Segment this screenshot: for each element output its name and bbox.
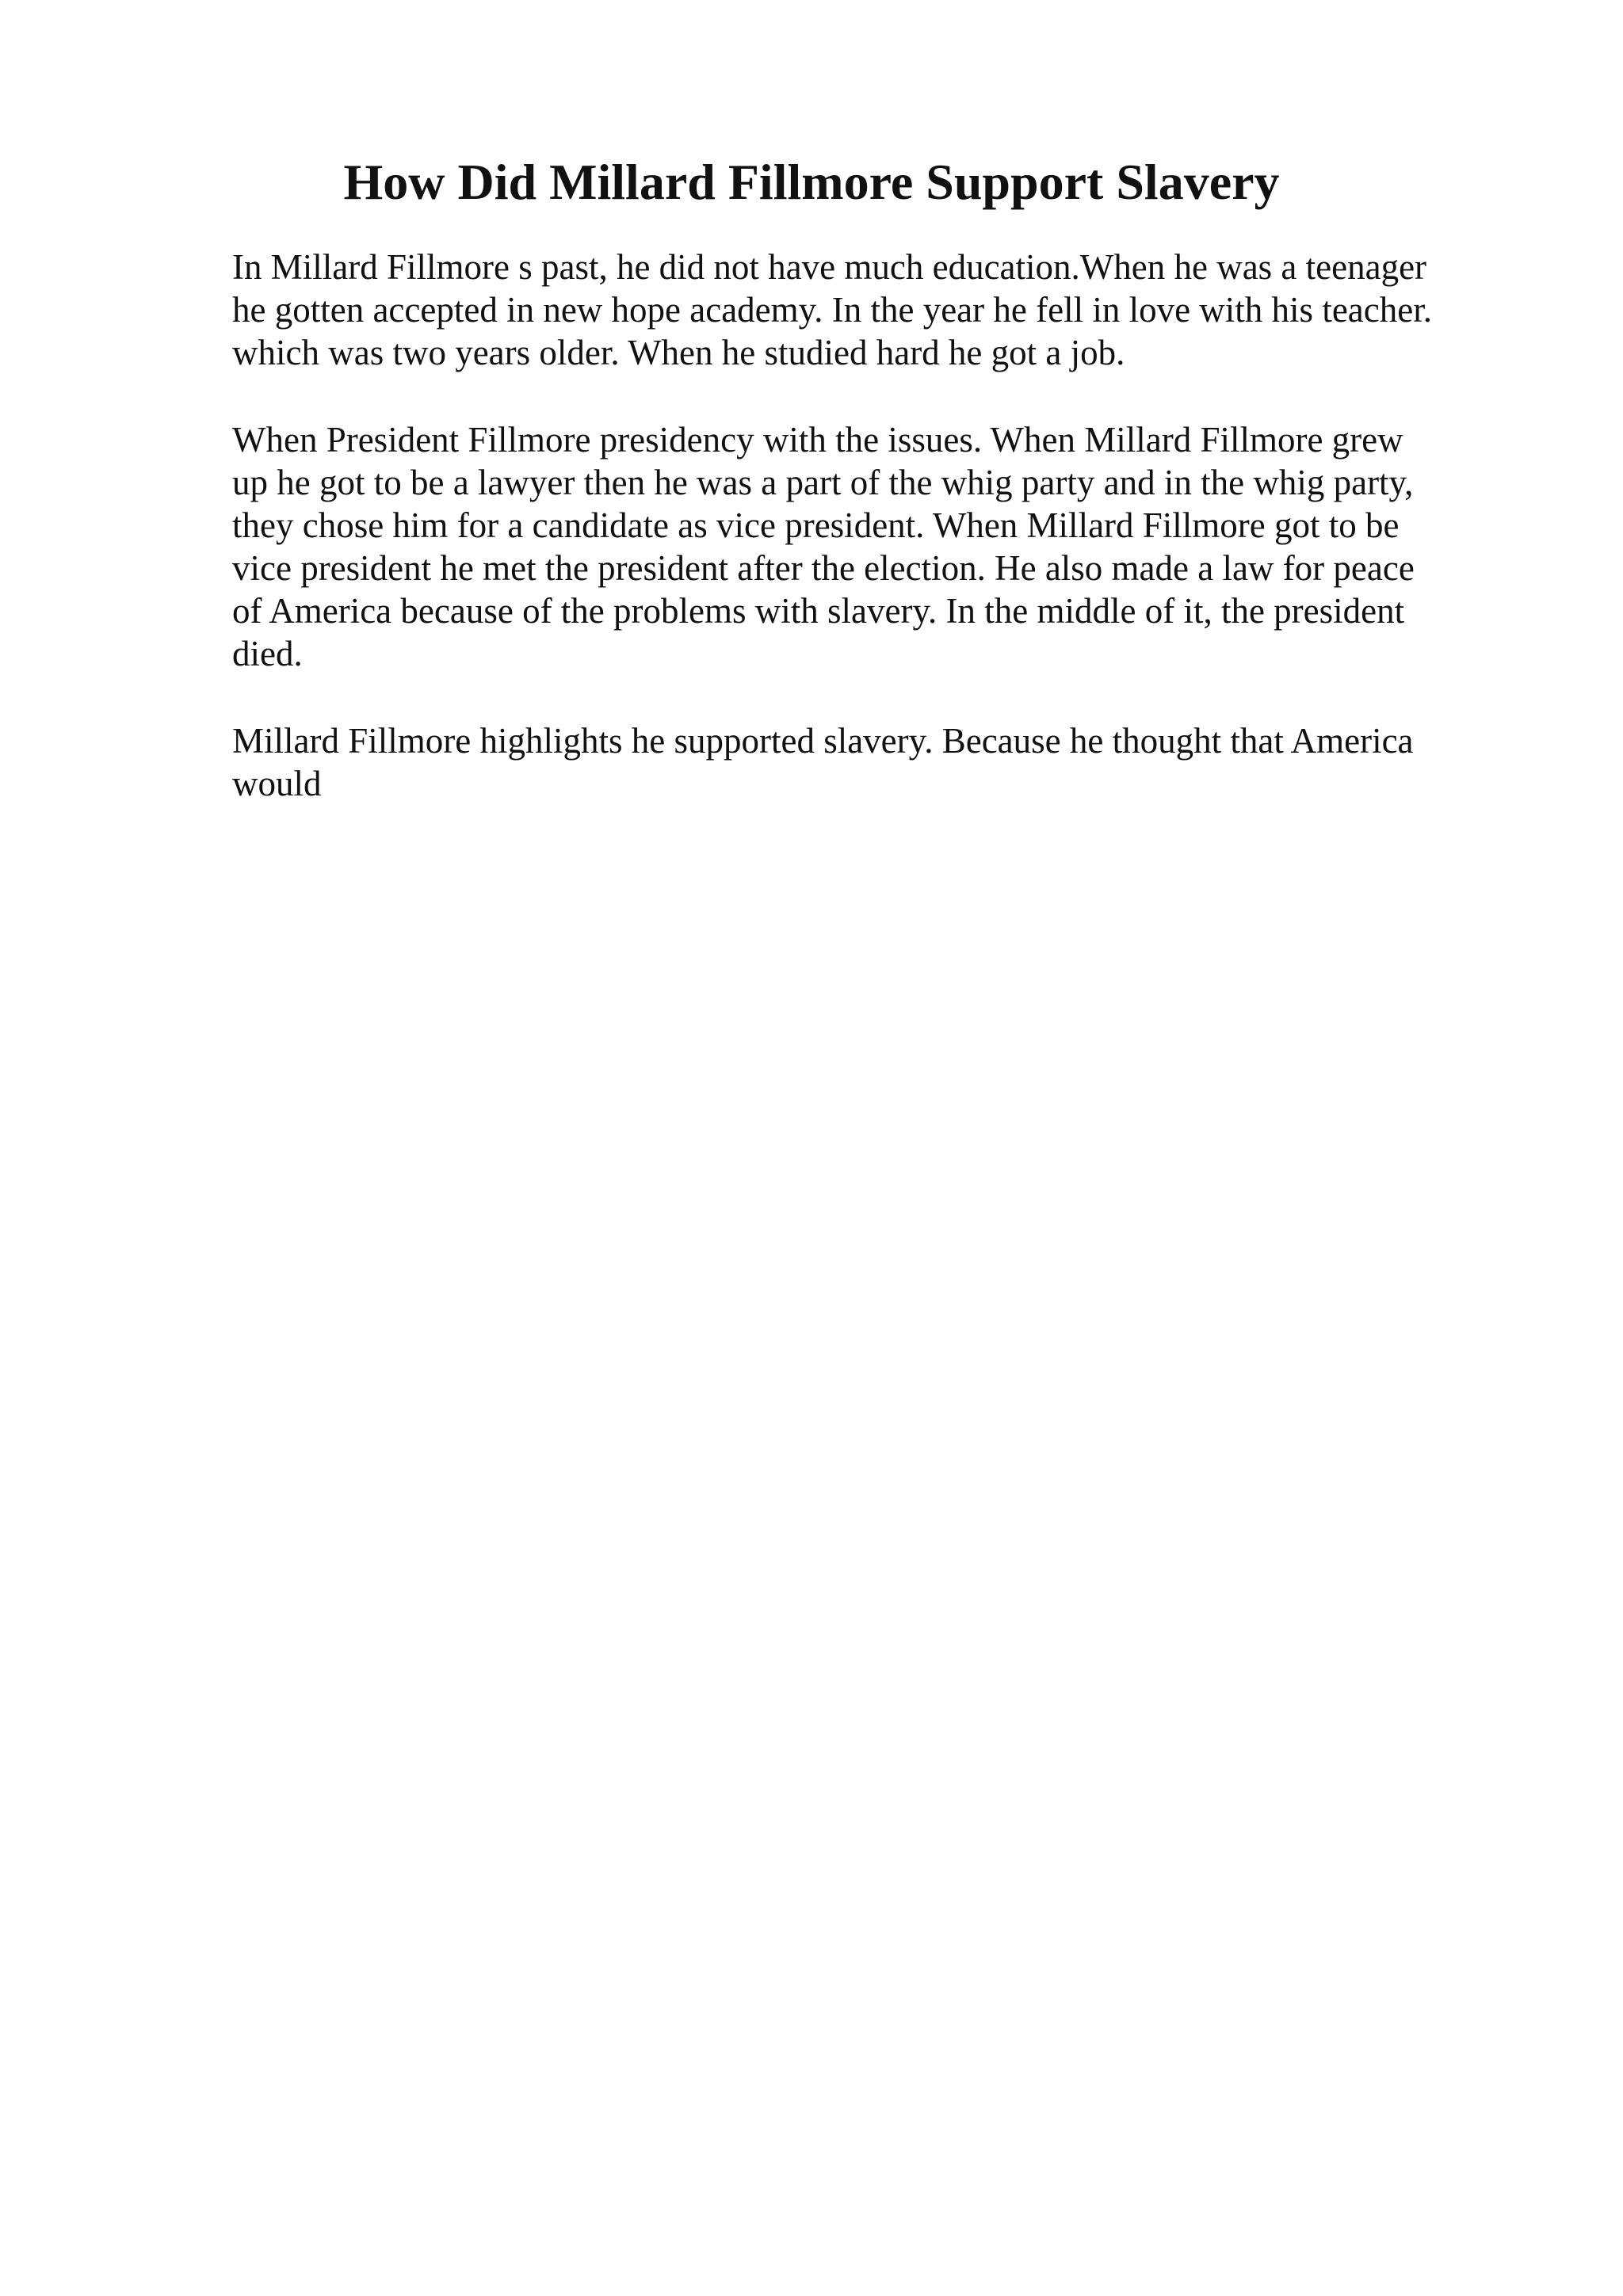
paragraph-line: died. bbox=[232, 634, 303, 673]
paragraph-2 bbox=[232, 418, 1500, 675]
document-title: How Did Millard Fillmore Support Slavery bbox=[343, 154, 1280, 210]
paragraph-line: would bbox=[232, 764, 322, 803]
paragraph-line: When President Fillmore presidency with the issues. When Millard Fillmore grew bbox=[232, 420, 1403, 460]
paragraph-line: vice president he met the president after the election. He also made a law for peace bbox=[232, 548, 1415, 588]
paragraph-line: they chose him for a candidate as vice president. When Millard Fillmore got to be bbox=[232, 505, 1400, 545]
paragraph-line: he gotten accepted in new hope academy. In the year he fell in love with his teacher. bbox=[232, 290, 1432, 330]
paragraph-line: of America because of the problems with slavery. In the middle of it, the president bbox=[232, 591, 1405, 631]
paragraph-line: which was two years older. When he studied hard he got a job. bbox=[232, 333, 1125, 372]
paragraph-line: Millard Fillmore highlights he supported slavery. Because he thought that America bbox=[232, 721, 1414, 761]
paragraph-3 bbox=[232, 719, 1500, 805]
document-body bbox=[232, 246, 1500, 849]
paragraph-line: up he got to be a lawyer then he was a part of the whig party and in the whig party, bbox=[232, 463, 1414, 502]
paragraph-1 bbox=[232, 246, 1500, 374]
paragraph-line: In Millard Fillmore s past, he did not have much education.When he was a teenager bbox=[232, 247, 1427, 287]
